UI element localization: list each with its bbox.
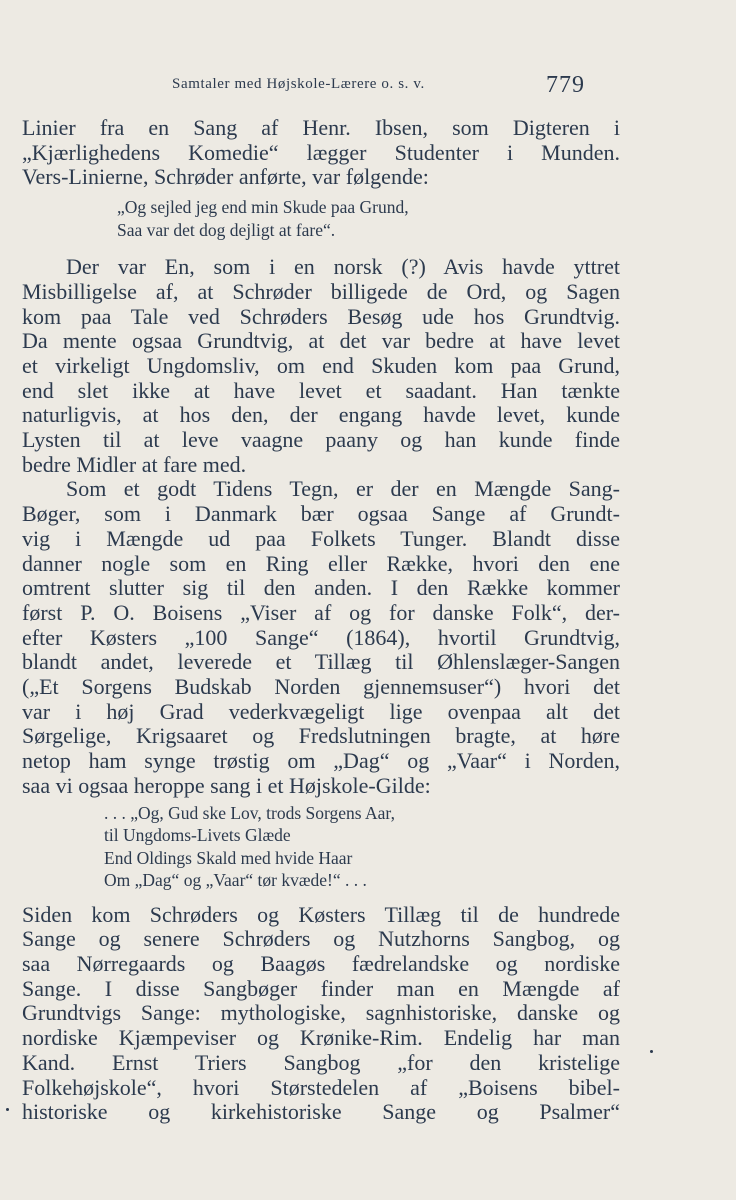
text-line: Bøger, som i Danmark bær ogsaa Sange af Grundt- [22,501,620,527]
text-line: nordiske Kjæmpeviser og Krønike-Rim. Endelig har man [22,1025,620,1051]
text-line: historiske og kirkehistoriske Sange og Psalmer“ [22,1099,620,1125]
text-line: Der var En, som i en norsk (?) Avis havde yttret [66,254,620,280]
text-line: Sørgelige, Krigsaaret og Fredslutningen bragte, at høre [22,723,620,749]
verse-quote-2 [104,802,620,892]
text-line: Sange og senere Schrøders og Nutzhorns Sangbog, og [22,926,620,952]
paragraph-2 [22,255,620,477]
paragraph-4 [22,903,620,1125]
text-line: saa vi ogsaa heroppe sang i et Højskole-Gilde: [22,772,431,798]
text-line: var i høj Grad vederkvægeligt lige ovenpaa alt det [22,698,620,724]
body-text [22,116,620,1125]
text-line: efter Køsters „100 Sange“ (1864), hvortil Grundtvig, [22,624,620,650]
verse-line: End Oldings Skald med hvide Haar [104,847,353,868]
text-line: kom paa Tale ved Schrøders Besøg ude hos Grundtvig. [22,303,620,329]
verse-line: Saa var det dog dejligt at fare“. [117,219,336,240]
text-line: blandt andet, leverede et Tillæg til Øhlenslæger-Sangen [22,649,620,675]
text-line: Misbilligelse af, at Schrøder billigede de Ord, og Sagen [22,278,620,304]
text-line: Vers-Linierne, Schrøder anførte, var følgende: [22,164,429,190]
text-line: Siden kom Schrøders og Køsters Tillæg til de hundrede [22,901,620,927]
text-line: netop ham synge trøstig om „Dag“ og „Vaar“ i Norden, [22,748,620,774]
text-line: („Et Sorgens Budskab Norden gjennemsuser“) hvori det [22,674,620,700]
paragraph-3 [22,477,620,798]
text-line: naturligvis, at hos den, der engang havde levet, kunde [22,402,620,428]
running-title: Samtaler med Højskole-Lærere o. s. v. [172,76,425,92]
verse-line: . . . „Og, Gud ske Lov, trods Sorgens Aar, [104,802,395,823]
text-line: Linier fra en Sang af Henr. Ibsen, som Digteren i [22,115,620,140]
page-number: 779 [546,72,585,98]
text-line: bedre Midler at fare med. [22,451,247,477]
verse-quote-1 [117,196,620,241]
text-line: omtrent slutter sig til den anden. I den Række kommer [22,575,620,601]
text-line: Som et godt Tidens Tegn, er der en Mængde Sang- [66,476,620,502]
text-line: Folkehøjskole“, hvori Størstedelen af „Boisens bibel- [22,1074,620,1100]
text-line: vig i Mængde ud paa Folkets Tunger. Blandt disse [22,525,620,551]
text-line: først P. O. Boisens „Viser af og for danske Folk“, der- [22,599,620,625]
text-line: saa Nørregaards og Baagøs fædrelandske og nordiske [22,950,620,976]
paragraph-1 [22,116,620,190]
text-line: danner nogle som en Ring eller Række, hvori den ene [22,550,620,576]
verse-line: Om „Dag“ og „Vaar“ tør kvæde!“ . . . [104,870,367,891]
text-line: end slet ikke at have levet et saadant. Han tænkte [22,377,620,403]
text-line: Grundtvigs Sange: mythologiske, sagnhistoriske, danske og [22,1000,620,1026]
text-line: Lysten til at leve vaagne paany og han kunde finde [22,427,620,453]
text-line: „Kjærlighedens Komedie“ lægger Studenter i Munden. [22,139,620,165]
text-line: Da mente ogsaa Grundtvig, at det var bedre at have levet [22,328,620,354]
text-line: et virkeligt Ungdomsliv, om end Skuden kom paa Grund, [22,352,620,378]
text-line: Sange. I disse Sangbøger finder man en Mængde af [22,975,620,1001]
verse-line: til Ungdoms-Livets Glæde [104,825,291,846]
page-header [0,74,736,102]
margin-speck [650,1050,653,1053]
margin-speck [6,1108,9,1111]
text-line: Kand. Ernst Triers Sangbog „for den kristelige [22,1049,620,1075]
verse-line: „Og sejled jeg end min Skude paa Grund, [117,197,409,218]
